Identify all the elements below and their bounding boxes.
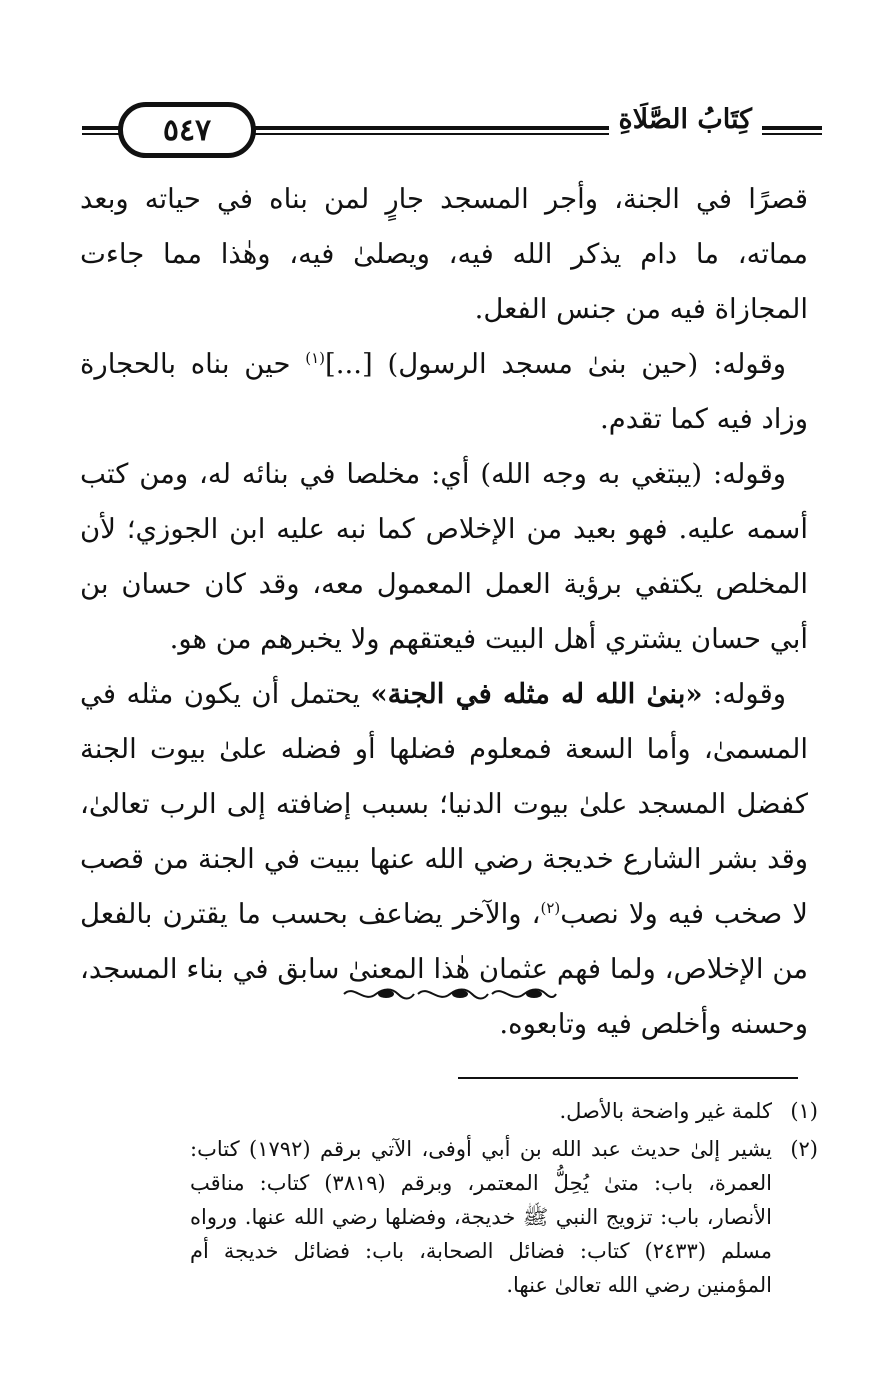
section-ornament — [340, 982, 560, 1006]
footnotes — [190, 1094, 818, 1306]
page-number: ٥٤٧ — [162, 112, 212, 148]
paragraph-4-lead: وقوله: — [702, 678, 786, 710]
footnote-1-number: (١) — [790, 1099, 818, 1123]
footnote-separator — [458, 1077, 798, 1079]
paragraph-2 — [80, 337, 808, 447]
main-text — [80, 172, 808, 1052]
paragraph-4-text-middle: يحتمل أن يكون مثله في المسمىٰ، وأما السعة فمعلوم فضلها أو فضله علىٰ بيوت الجنة كفضل المسجد علىٰ بيوت الدنيا؛ بسبب إضافته إلى الرب تعالىٰ، وقد بشر الشارع خديجة رضي الله عنها ببيت في الجنة من قصب لا صخب فيه ولا نصب — [80, 678, 808, 930]
footnote-1 — [190, 1094, 818, 1128]
paragraph-3 — [80, 447, 808, 667]
paragraph-2-text-start: وقوله: (حين بنىٰ مسجد الرسول) [...] — [325, 348, 786, 380]
paragraph-3-text: وقوله: (يبتغي به وجه الله) أي: مخلصا في بنائه له، ومن كتب أسمه عليه. فهو بعيد من الإخلاص كما نبه عليه ابن الجوزي؛ لأن المخلص يكتفي برؤية العمل المعمول معه، وقد كان حسان بن أبي حسان يشتري أهل البيت فيعتقهم ولا يخبرهم من هو. — [80, 458, 808, 655]
footnote-ref-1[interactable]: (١) — [305, 348, 326, 367]
footnote-ref-2[interactable]: (٢) — [540, 898, 561, 917]
running-title: كِتَابُ الصَّلَاةِ — [609, 104, 762, 135]
footnote-2 — [190, 1132, 818, 1302]
hadith-quote: «بنىٰ الله له مثله في الجنة» — [370, 678, 703, 710]
paragraph-1 — [80, 172, 808, 337]
footnote-2-text: يشير إلىٰ حديث عبد الله بن أبي أوفى، الآتي برقم (١٧٩٢) كتاب: العمرة، باب: متىٰ يُحِلُّ المعتمر، وبرقم (٣٨١٩) كتاب: مناقب الأنصار، باب: تزويج النبي ﷺ خديجة، وفضلها رضي الله عنها. ورواه مسلم (٢٤٣٣) كتاب: فضائل الصحابة، باب: فضائل خديجة أم المؤمنين رضي الله تعالىٰ عنها. — [190, 1137, 773, 1297]
footnote-1-text: كلمة غير واضحة بالأصل. — [559, 1099, 772, 1123]
paragraph-2-text-end: حين بناه بالحجارة وزاد فيه كما تقدم. — [80, 348, 808, 435]
page-header — [82, 100, 822, 166]
paragraph-4-text-end: ، والآخر يضاعف بحسب ما يقترن بالفعل من الإخلاص، ولما فهم عثمان هٰذا المعنىٰ سابق في بناء المسجد، وحسنه وأخلص فيه وتابعوه. — [80, 898, 808, 1040]
page-number-badge — [118, 102, 256, 158]
footnote-2-number: (٢) — [790, 1137, 818, 1161]
paragraph-1-text: قصرًا في الجنة، وأجر المسجد جارٍ لمن بناه في حياته وبعد مماته، ما دام يذكر الله فيه، ويصلىٰ فيه، وهٰذا مما جاءت المجازاة فيه من جنس الفعل. — [80, 183, 808, 325]
